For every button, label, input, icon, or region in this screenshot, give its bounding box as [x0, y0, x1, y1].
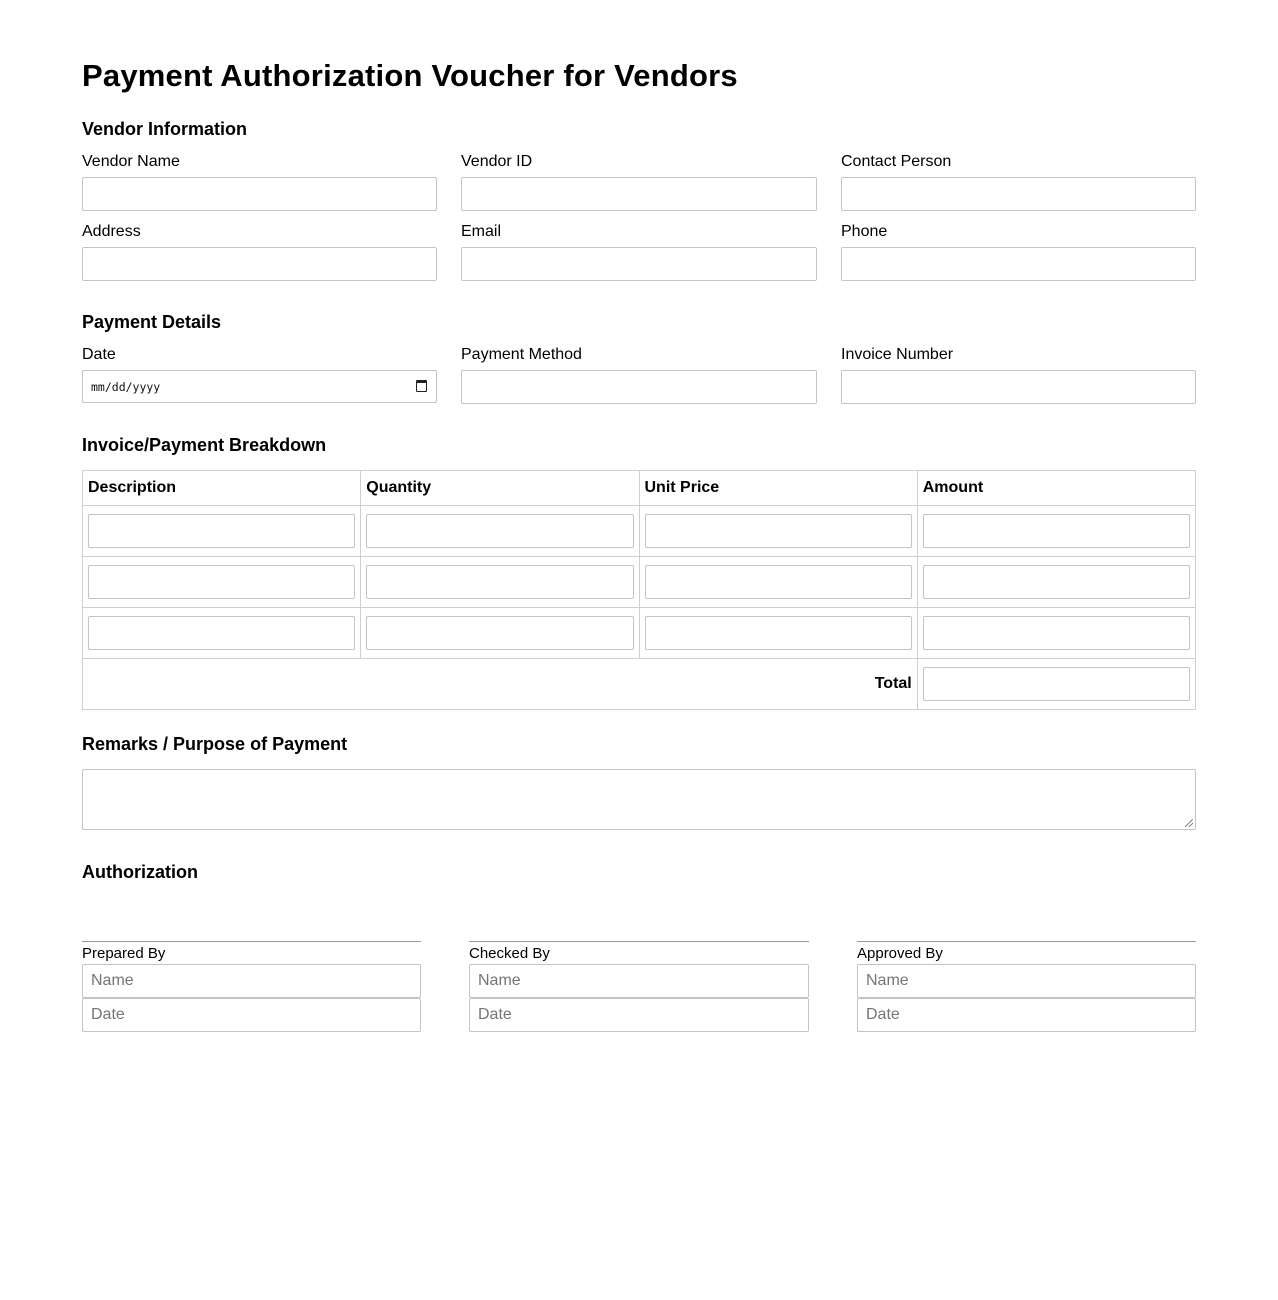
- vendor-section-title: Vendor Information: [82, 119, 248, 139]
- approved-by-date-input[interactable]: [857, 998, 1196, 1032]
- resize-grip-icon[interactable]: [1185, 819, 1193, 827]
- name-placeholder: Name: [91, 972, 134, 989]
- date-placeholder: Date: [478, 1006, 512, 1023]
- vendor-id-field: [461, 153, 817, 211]
- remarks-section-title: Remarks / Purpose of Payment: [82, 734, 348, 754]
- total-input[interactable]: [923, 667, 1190, 701]
- vendor-name-label: Vendor Name: [82, 153, 180, 170]
- unit-price-input[interactable]: [645, 514, 912, 548]
- invoice-number-label: Invoice Number: [841, 346, 954, 363]
- amount-input[interactable]: [923, 565, 1190, 599]
- prepared-by-date-input[interactable]: [82, 998, 421, 1032]
- contact-person-label: Contact Person: [841, 153, 952, 170]
- phone-field: [841, 223, 1196, 281]
- table-header-row: [83, 471, 1196, 506]
- total-row: [83, 659, 1196, 710]
- payment-section-title: Payment Details: [82, 312, 222, 332]
- checked-by-name-input[interactable]: [469, 964, 809, 998]
- prepared-by-label: Prepared By: [82, 945, 166, 962]
- quantity-input[interactable]: [366, 514, 633, 548]
- address-label: Address: [82, 223, 141, 240]
- payment-method-label: Payment Method: [461, 346, 582, 363]
- checked-by-label: Checked By: [469, 945, 550, 962]
- column-header-quantity: Quantity: [361, 471, 639, 506]
- description-input[interactable]: [88, 616, 355, 650]
- date-placeholder: mm/dd/yyyy: [91, 379, 161, 394]
- contact-person-field: [841, 153, 1196, 211]
- signature-block-approved: [857, 941, 1196, 1032]
- total-label: Total: [83, 659, 918, 710]
- calendar-icon[interactable]: [416, 380, 427, 392]
- date-label: Date: [82, 346, 116, 363]
- signature-block-checked: [469, 941, 809, 1032]
- description-input[interactable]: [88, 514, 355, 548]
- payment-method-field: [461, 346, 817, 404]
- breakdown-section-title: Invoice/Payment Breakdown: [82, 435, 327, 455]
- phone-label: Phone: [841, 223, 888, 240]
- column-header-description: Description: [83, 471, 361, 506]
- date-placeholder: Date: [91, 1006, 125, 1023]
- unit-price-input[interactable]: [645, 616, 912, 650]
- column-header-amount: Amount: [917, 471, 1195, 506]
- phone-input[interactable]: [841, 247, 1196, 281]
- quantity-input[interactable]: [366, 565, 633, 599]
- quantity-input[interactable]: [366, 616, 633, 650]
- date-input[interactable]: [82, 370, 437, 403]
- table-row: [83, 608, 1196, 659]
- invoice-number-field: [841, 346, 1196, 404]
- amount-input[interactable]: [923, 616, 1190, 650]
- invoice-number-input[interactable]: [841, 370, 1196, 404]
- amount-input[interactable]: [923, 514, 1190, 548]
- remarks-textarea[interactable]: [82, 769, 1196, 830]
- table-row: [83, 506, 1196, 557]
- vendor-id-label: Vendor ID: [461, 153, 533, 170]
- vendor-id-input[interactable]: [461, 177, 817, 211]
- date-placeholder: Date: [866, 1006, 900, 1023]
- signature-block-prepared: [82, 941, 421, 1032]
- vendor-name-field: [82, 153, 437, 211]
- email-field: [461, 223, 817, 281]
- email-label: Email: [461, 223, 502, 240]
- date-field: [82, 346, 437, 403]
- contact-person-input[interactable]: [841, 177, 1196, 211]
- name-placeholder: Name: [478, 972, 521, 989]
- prepared-by-name-input[interactable]: [82, 964, 421, 998]
- payment-method-input[interactable]: [461, 370, 817, 404]
- column-header-unit-price: Unit Price: [639, 471, 917, 506]
- checked-by-date-input[interactable]: [469, 998, 809, 1032]
- name-placeholder: Name: [866, 972, 909, 989]
- unit-price-input[interactable]: [645, 565, 912, 599]
- address-field: [82, 223, 437, 281]
- description-input[interactable]: [88, 565, 355, 599]
- approved-by-name-input[interactable]: [857, 964, 1196, 998]
- authorization-section-title: Authorization: [82, 862, 198, 882]
- email-input[interactable]: [461, 247, 817, 281]
- vendor-name-input[interactable]: [82, 177, 437, 211]
- address-input[interactable]: [82, 247, 437, 281]
- page-title: Payment Authorization Voucher for Vendors: [82, 58, 738, 93]
- approved-by-label: Approved By: [857, 945, 943, 962]
- breakdown-table: [82, 470, 1196, 710]
- table-row: [83, 557, 1196, 608]
